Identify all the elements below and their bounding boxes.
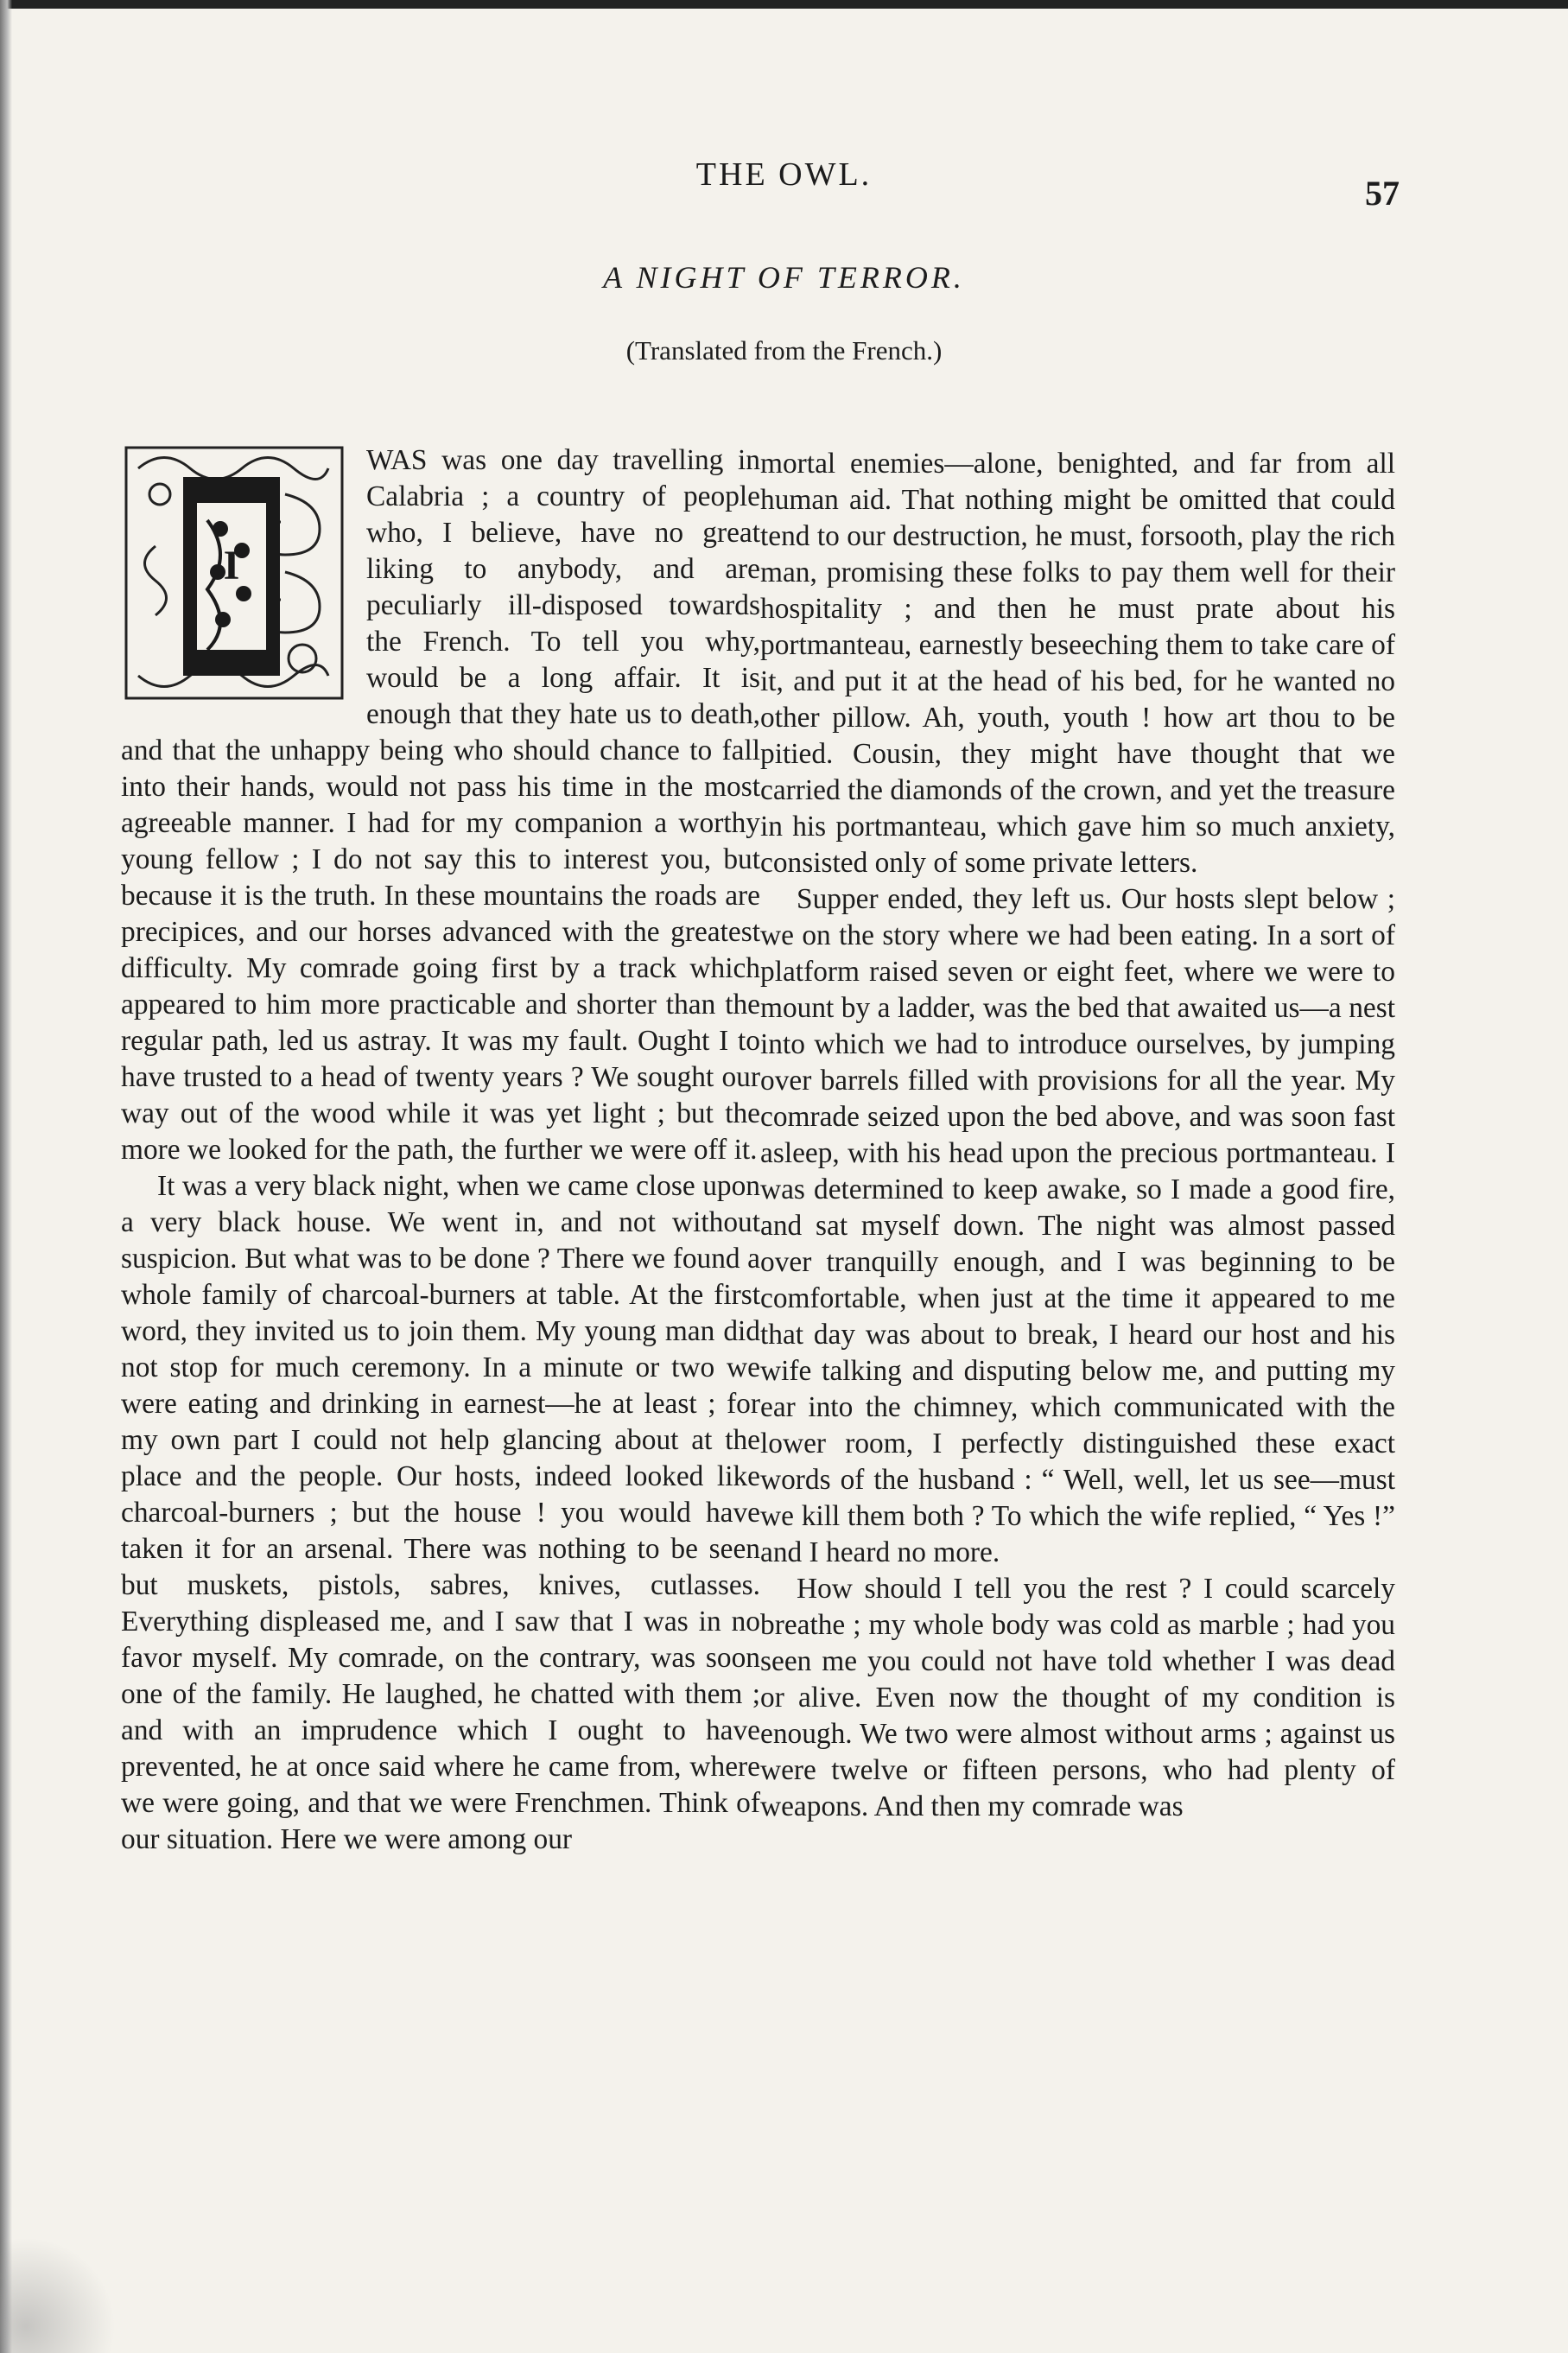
page-number: 57 (1365, 174, 1400, 213)
right-column (760, 446, 1395, 1825)
ornamental-initial (121, 442, 347, 703)
paragraph: Supper ended, they left us. Our hosts slept below ; we on the story where we had been eating. In a sort of platform raised seven or eight feet, where we were to mount by a ladder, was the bed that awaited us—a nest into which we had to introduce ourselves, by jumping over barrels filled with provisions for all the year. My comrade seized upon the bed above, and was soon fast asleep, with his head upon the precious portmanteau. I was determined to keep awake, so I made a good fire, and sat myself down. The night was almost passed over tranquilly enough, and I was beginning to be comfortable, when just at the time it appeared to me that day was about to break, I heard our host and his wife talking and disputing below me, and putting my ear into the chimney, which communicated with the lower room, I perfectly distinguished these exact words of the husband : “ Well, well, let us see—must we kill them both ? To which the wife replied, “ Yes !” and I heard no more. (760, 883, 1395, 1568)
article-title: A NIGHT OF TERROR. (603, 260, 965, 295)
dropcap-ornament-icon (121, 442, 347, 703)
paragraph: It was a very black night, when we came close upon a very black house. We went in, and not without suspicion. But what was to be done ? There we found a whole family of charcoal-burners at table. At the first word, they invited us to join them. My young man did not stop for much ceremony. In a minute or two we were eating and drinking in earnest—he at least ; for my own part I could not help glancing about at the place and the people. Our hosts, indeed looked like charcoal-burners ; but the house ! you would have taken it for an arsenal. There was nothing to be seen but muskets, pistols, sabres, knives, cutlasses. Everything displeased me, and I saw that I was in no favor myself. My comrade, on the contrary, was soon one of the family. He laughed, he chatted with them ; and with an imprudence which I ought to have prevented, he at once said where he came from, where we were going, and that we were Frenchmen. Think of our situation. Here we were among our (121, 1170, 760, 1855)
paragraph: How should I tell you the rest ? I could scarcely breathe ; my whole body was cold as marble ; had you seen me you could not have told whether I was dead or alive. Even now the thought of my condition is enough. We two were almost without arms ; against us were twelve or fifteen persons, who had plenty of weapons. And then my comrade was (760, 1573, 1395, 1822)
article-subtitle: (Translated from the French.) (625, 335, 943, 366)
dropcap-letter: I (223, 543, 240, 588)
paragraph: mortal enemies—alone, benighted, and far from all human aid. That nothing might be omitted that could tend to our destruction, he must, forsooth, play the rich man, promising these folks to pay them well for their hospitality ; and then he must prate about his portmanteau, earnestly beseeching them to take care of it, and put it at the head of his bed, for he wanted no other pillow. Ah, youth, youth ! how art thou to be pitied. Cousin, they might have thought that we carried the diamonds of the crown, and yet the treasure in his portmanteau, which gave him so much anxiety, consisted only of some private letters. (760, 448, 1395, 879)
top-border (0, 0, 1568, 9)
left-column (121, 442, 760, 1858)
scan-smudge (0, 2221, 130, 2353)
paragraph: WAS was one day travelling in Calabria ; a country of people who, I believe, have no great liking to anybody, and are peculiarly ill-disposed towards the French. To tell you why, would be a long affair. It is enough that they hate us to death, and that the unhappy being who should chance to fall into their hands, would not pass his time in the most agreeable manner. I had for my companion a worthy young fellow ; I do not say this to interest you, but because it is the truth. In these mountains the roads are precipices, and our horses advanced with the greatest difficulty. My comrade going first by a track which appeared to him more practicable and shorter than the regular path, led us astray. It was my fault. Ought I to have trusted to a head of twenty years ? We sought our way out of the wood while it was yet light ; but the more we looked for the path, the further we were off it. (121, 444, 760, 1166)
running-title: THE OWL. (695, 156, 873, 193)
